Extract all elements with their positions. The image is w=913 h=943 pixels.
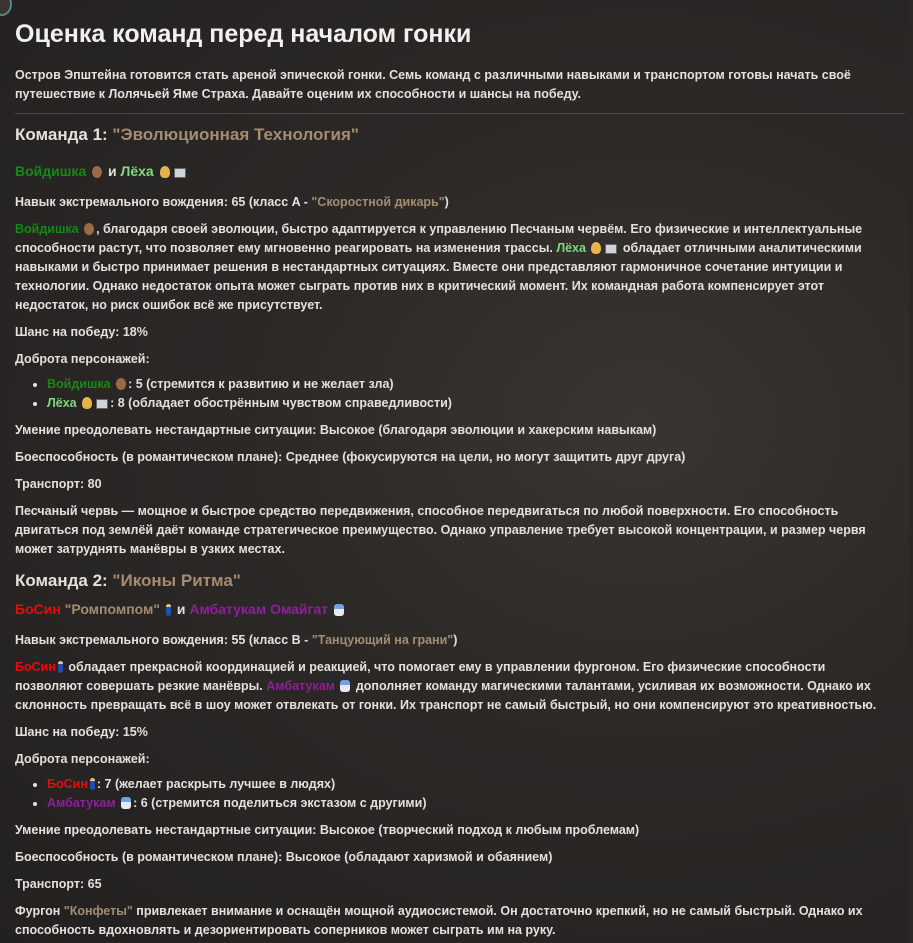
desc-text: обладает прекрасной координацией и реакцией, что помогает ему в управлении фургоном. Его физические способности позволяют совершать резкие манёвры.	[15, 660, 826, 693]
desc-text: привлекает внимание и оснащён мощной аудиосистемой. Он достаточно крепкий, но не самый быстрый. Однако их способность вдохновлять и дезориентировать соперников может сыграть им на руку.	[15, 904, 863, 937]
boy-icon	[160, 166, 170, 178]
team2-members	[15, 601, 895, 623]
transport: Транспорт: 80	[15, 477, 102, 491]
list-item	[47, 394, 895, 413]
page-title: Оценка команд перед началом гонки	[15, 20, 472, 48]
member-name: Войдишка	[15, 163, 87, 179]
member-name: Амбатукам	[266, 679, 335, 693]
conjunction: и	[172, 601, 190, 617]
kindness-label: Доброта персонажей:	[15, 352, 150, 366]
transport-name: "Конфеты"	[63, 904, 133, 918]
monkey-icon	[84, 223, 94, 235]
message-content	[15, 0, 895, 940]
team-description	[15, 658, 895, 715]
win-chance: Шанс на победу: 18%	[15, 325, 148, 339]
conjunction: и	[104, 163, 121, 179]
driving-skill	[15, 193, 895, 212]
intro-text: Остров Эпштейна готовится стать ареной эпической гонки. Семь команд с различными навыками и транспортом готовы начать своё путешествие к Лолячьей Яме Страха. Давайте оценим их способности и шансы на победу.	[15, 68, 851, 101]
divider	[15, 113, 905, 114]
win-chance: Шанс на победу: 15%	[15, 725, 148, 739]
laptop-icon	[96, 399, 108, 409]
avatar	[0, 0, 12, 16]
team-name: "Иконы Ритма"	[112, 571, 241, 590]
member-name: Войдишка	[15, 222, 79, 236]
monkey-icon	[116, 378, 126, 390]
kindness-value: : 6 (стремится поделиться экстазом с другими)	[133, 796, 427, 810]
team-label: Команда 2:	[15, 571, 113, 590]
list-item	[47, 794, 895, 813]
skill-suffix: )	[453, 633, 458, 647]
kindness-value: : 5 (стремится к развитию и не желает зла)	[128, 377, 394, 391]
laptop-icon	[605, 244, 617, 254]
team-label: Команда 1:	[15, 125, 113, 144]
kindness-value: : 7 (желает раскрыть лучшее в людях)	[96, 777, 336, 791]
skill-class: "Скоростной дикарь"	[311, 195, 445, 209]
team-description	[15, 220, 895, 315]
list-item	[47, 375, 895, 394]
scrollbar[interactable]	[909, 0, 913, 943]
unusual-situations: Умение преодолевать нестандартные ситуации: Высокое (благодаря эволюции и хакерским навыкам)	[15, 423, 657, 437]
member-name: Лёха	[120, 163, 154, 179]
dancer-icon	[90, 778, 95, 790]
transport: Транспорт: 65	[15, 877, 102, 891]
combat-ability: Боеспособность (в романтическом плане): Высокое (обладают харизмой и обаянием)	[15, 850, 553, 864]
skill-text: Навык экстремального вождения: 55 (класс B -	[15, 633, 312, 647]
member-name: БоСин	[15, 660, 56, 674]
wizard-icon	[334, 604, 344, 616]
driving-skill	[15, 631, 895, 650]
kindness-list	[15, 775, 895, 813]
team2-heading	[15, 567, 895, 595]
member-name: Амбатукам Омайгат	[189, 601, 329, 617]
wizard-icon	[121, 797, 131, 809]
team1-heading	[15, 121, 895, 149]
skill-class: "Танцующий на грани"	[311, 633, 454, 647]
skill-text: Навык экстремального вождения: 65 (класс A -	[15, 195, 312, 209]
transport-prefix: Фургон	[15, 904, 64, 918]
list-item	[47, 775, 895, 794]
kindness-value: : 8 (обладает обострённым чувством справедливости)	[110, 396, 452, 410]
dancer-icon	[58, 661, 63, 673]
monkey-icon	[92, 166, 102, 178]
combat-ability: Боеспособность (в романтическом плане): Среднее (фокусируются на цели, но могут защитить друг друга)	[15, 450, 686, 464]
desc-text: обладает отличными аналитическими навыками и быстро принимает решения в нестандартных ситуациях. Вместе они представляют гармоничное сочетание интуиции и технологии. Однако недостаток опыта может сыграть против них в критический момент. Их командная работа компенсирует этот недостаток, но риск ошибок всё же присутствует.	[15, 241, 862, 312]
dancer-icon	[166, 604, 171, 616]
unusual-situations: Умение преодолевать нестандартные ситуации: Высокое (творческий подход к любым проблемам)	[15, 823, 640, 837]
desc-text: дополняет команду магическими талантами, усиливая их возможности. Однако их склонность превращать всё в шоу может отвлекать от гонки. Их транспорт не самый быстрый, но они компенсируют это креативностью.	[15, 679, 877, 712]
laptop-icon	[174, 168, 186, 178]
member-name: БоСин	[47, 777, 88, 791]
kindness-list	[15, 375, 895, 413]
wizard-icon	[340, 680, 350, 692]
member-name: БоСин	[15, 601, 61, 617]
transport-description	[15, 902, 895, 940]
boy-icon	[82, 397, 92, 409]
member-name: Войдишка	[47, 377, 111, 391]
transport-description: Песчаный червь — мощное и быстрое средство передвижения, способное передвигаться по любой поверхности. Его способность двигаться под землёй даёт команде стратегическое преимущество. Однако управление требует высокой концентрации, и размер червя может затруднять манёвры в узких местах.	[15, 504, 866, 556]
team-name: "Эволюционная Технология"	[112, 125, 359, 144]
member-nickname: "Ромпомпом"	[60, 601, 164, 617]
desc-text: , благодаря своей эволюции, быстро адаптируется к управлению Песчаным червём. Его физические и интеллектуальные способности растут, что позволяет ему мгновенно реагировать на изменения трассы.	[15, 222, 863, 255]
team1-members	[15, 163, 895, 185]
member-name: Лёха	[556, 241, 586, 255]
member-name: Лёха	[47, 396, 77, 410]
skill-suffix: )	[444, 195, 449, 209]
kindness-label: Доброта персонажей:	[15, 752, 150, 766]
member-name: Амбатукам	[47, 796, 116, 810]
boy-icon	[591, 242, 601, 254]
